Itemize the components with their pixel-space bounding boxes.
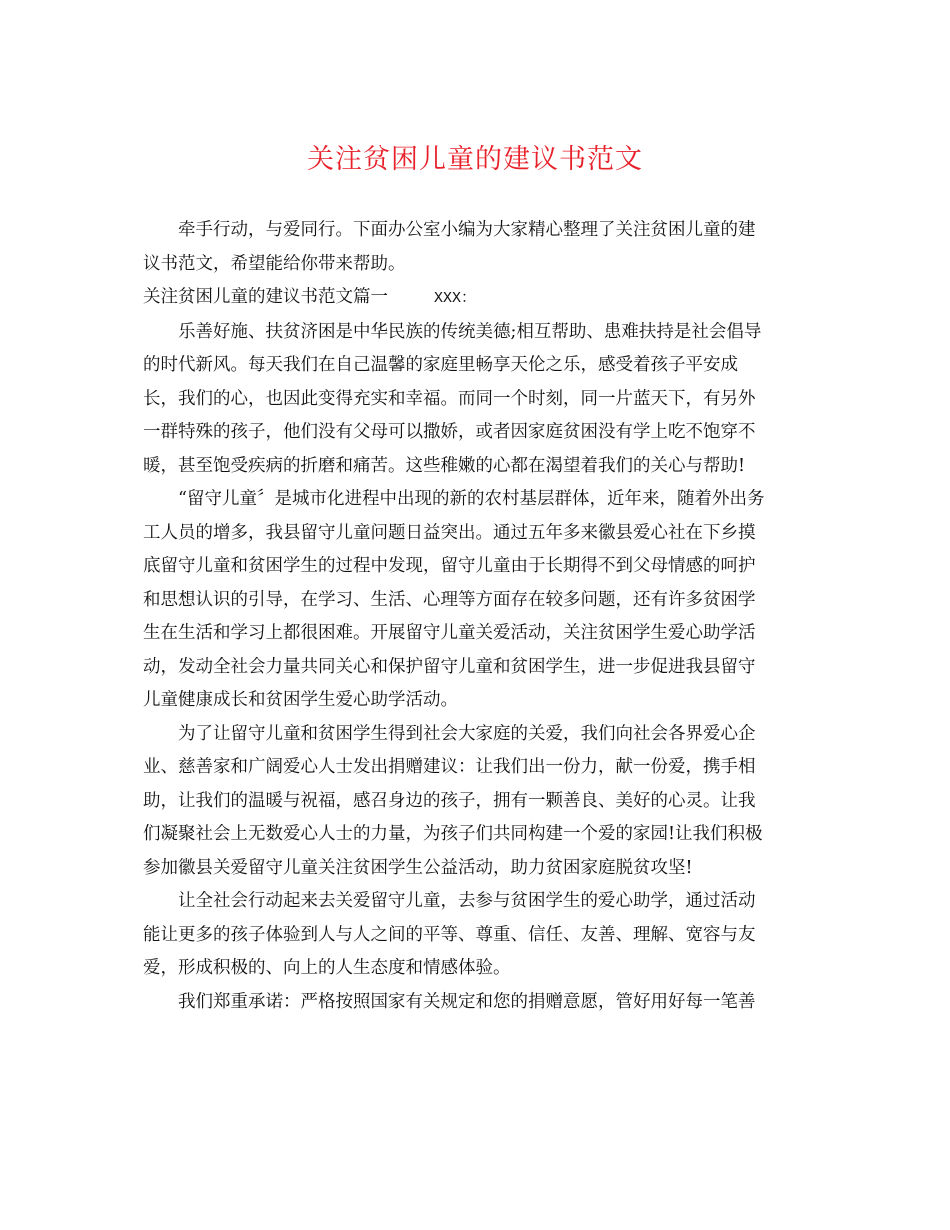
text-line: 一群特殊的孩子，他们没有父母可以撒娇，或者因家庭贫困没有学上吃不饱穿不 [143,422,756,442]
body-paragraph [143,885,805,986]
text-line: 生在生活和学习上都很困难。开展留守儿童关爱活动，关注贫困学生爱心助学活 [143,623,756,643]
text-line: 底留守儿童和贫困学生的过程中发现，留守儿童由于长期得不到父母情感的呵护 [143,556,756,576]
text-line: 儿童健康成长和贫困学生爱心助学活动。 [143,690,458,710]
text-line: 爱，形成积极的、向上的人生态度和情感体验。 [143,958,511,978]
text-line: 乐善好施、扶贫济困是中华民族的传统美德;相互帮助、患难扶持是社会倡导 [178,321,762,342]
text-line: 为了让留守儿童和贫困学生得到社会大家庭的关爱，我们向社会各界爱心企 [178,723,756,744]
text-line: “留守儿童〞是城市化进程中出现的新的农村基层群体，近年来，随着外出务 [178,489,765,509]
text-line: 业、慈善家和广阔爱心人士发出捐赠建议：让我们出一份力，献一份爱，携手相 [143,757,756,777]
section-heading-line [143,281,805,316]
text-line: 工人员的增多，我县留守儿童问题日益突出。通过五年多来徽县爱心社在下乡摸 [143,522,756,543]
intro-paragraph [143,214,805,281]
text-line: 牵手行动，与爱同行。下面办公室小编为大家精心整理了关注贫困儿童的建 [178,220,756,240]
text-line: 我们郑重承诺：严格按照国家有关规定和您的捐赠意愿，管好用好每一笔善 [178,991,756,1012]
body-paragraph [143,483,805,718]
body-paragraph [143,316,805,484]
body-paragraph [143,718,805,886]
text-line: 的时代新风。每天我们在自己温馨的家庭里畅享天伦之乐，感受着孩子平安成 [143,355,738,375]
text-line: 助，让我们的温暖与祝福，感召身边的孩子，拥有一颗善良、美好的心灵。让我 [143,790,756,811]
text-line: 让全社会行动起来去关爱留守儿童，去参与贫困学生的爱心助学，通过活动 [178,891,756,911]
text-line: 参加徽县关爱留守儿童关注贫困学生公益活动，助力贫困家庭脱贫攻坚! [143,857,693,878]
document-body [143,214,805,1019]
document-title: 关注贫困儿童的建议书范文 [307,144,643,175]
text-line: 能让更多的孩子体验到人与人之间的平等、尊重、信任、友善、理解、宽容与友 [143,924,756,945]
section-heading: 关注贫困儿童的建议书范文篇一 [143,287,388,307]
text-line: 动，发动全社会力量共同关心和保护留守儿童和贫困学生，进一步促进我县留守 [143,656,756,677]
text-line: 议书范文，希望能给你带来帮助。 [143,253,406,274]
text-line: 和思想认识的引导，在学习、生活、心理等方面存在较多问题，还有许多贫困学 [143,589,756,610]
text-line: 们凝聚社会上无数爱心人士的力量，为孩子们共同构建一个爱的家园!让我们积极 [143,824,763,844]
text-line: 长，我们的心，也因此变得充实和幸福。而同一个时刻，同一片蓝天下，有另外 [143,388,756,409]
text-line: 暖，甚至饱受疾病的折磨和痛苦。这些稚嫩的心都在渴望着我们的关心与帮助! [143,455,746,476]
body-paragraph [143,986,805,1020]
salutation: XXX： [434,290,477,307]
